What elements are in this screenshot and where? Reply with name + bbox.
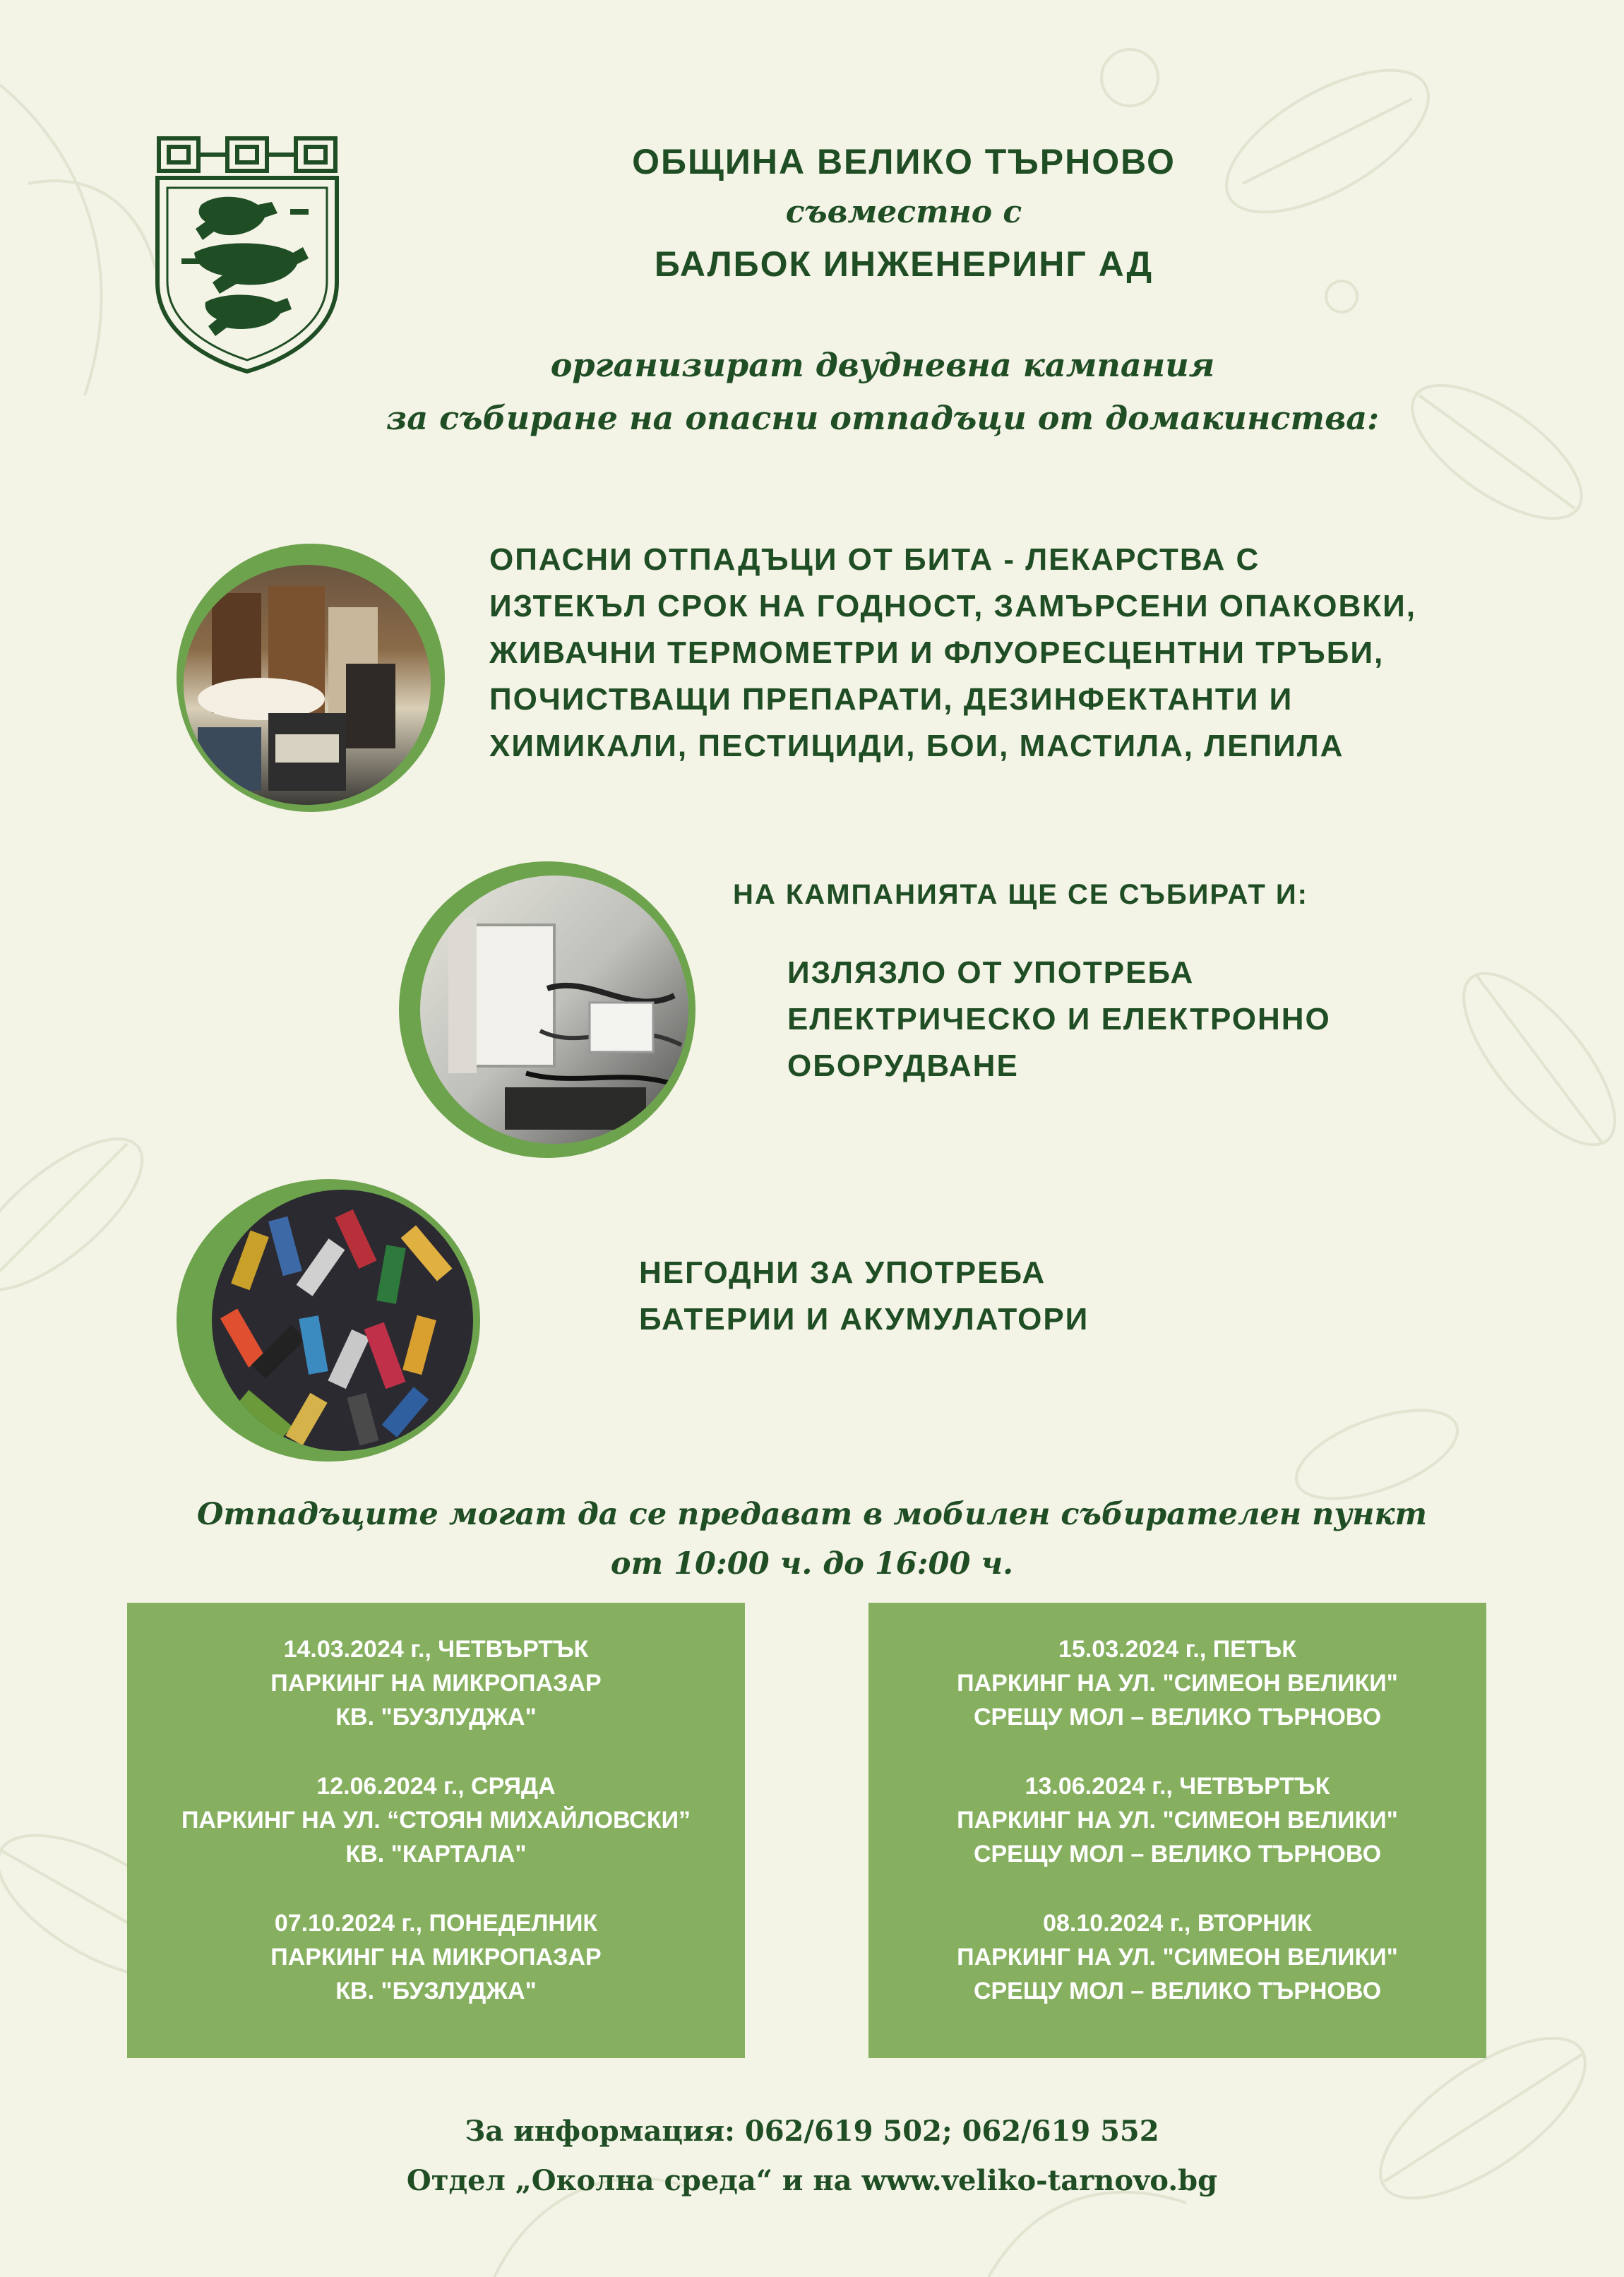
hazard-line-3: ЖИВАЧНИ ТЕРМОМЕТРИ И ФЛУОРЕСЦЕНТНИ ТРЪБИ, xyxy=(489,635,1385,670)
schedule-date: 15.03.2024 г., ПЕТЪК xyxy=(1058,1636,1296,1663)
schedule-area: СРЕЩУ МОЛ – ВЕЛИКО ТЪРНОВО xyxy=(973,1978,1382,2004)
schedule-entry xyxy=(868,1632,1486,1734)
schedule-place: ПАРКИНГ НА УЛ. "СИМЕОН ВЕЛИКИ" xyxy=(957,1670,1398,1697)
batteries-line-1: НЕГОДНИ ЗА УПОТРЕБА xyxy=(639,1255,1046,1290)
hazard-line-5: ХИМИКАЛИ, ПЕСТИЦИДИ, БОИ, МАСТИЛА, ЛЕПИЛА xyxy=(489,729,1344,763)
schedule-entry xyxy=(868,1906,1486,2008)
partner-title: БАЛБОК ИНЖЕНЕРИНГ АД xyxy=(654,244,1154,284)
schedule-date: 13.06.2024 г., ЧЕТВЪРТЪК xyxy=(1025,1773,1330,1800)
hazardous-waste-photo xyxy=(177,544,445,812)
collection-point-text: Отпадъците могат да се предават в мобилен събирателен пункт xyxy=(196,1497,1428,1532)
campaign-line-1: организират двудневна кампания xyxy=(550,346,1215,384)
department-info: Отдел „Околна среда“ и на www.veliko-tarnovo.bg xyxy=(406,2164,1218,2197)
electronics-line-2: ЕЛЕКТРИЧЕСКО И ЕЛЕКТРОННО xyxy=(787,1002,1331,1036)
organization-title: ОБЩИНА ВЕЛИКО ТЪРНОВО xyxy=(632,142,1176,181)
hazard-line-1: ОПАСНИ ОТПАДЪЦИ ОТ БИТА - ЛЕКАРСТВА С xyxy=(489,542,1260,577)
schedule-entry xyxy=(127,1769,745,1871)
schedule-area: КВ. "КАРТАЛА" xyxy=(345,1841,527,1867)
batteries-line-2: БАТЕРИИ И АКУМУЛАТОРИ xyxy=(639,1302,1089,1337)
contact-info: За информация: 062/619 502; 062/619 552 xyxy=(465,2115,1159,2148)
coat-of-arms-logo xyxy=(152,134,342,374)
hazard-line-2: ИЗТЕКЪЛ СРОК НА ГОДНОСТ, ЗАМЪРСЕНИ ОПАКОВКИ, xyxy=(489,589,1416,623)
electronics-intro: НА КАМПАНИЯТА ЩЕ СЕ СЪБИРАТ И: xyxy=(733,879,1308,910)
schedule-entry xyxy=(868,1769,1486,1871)
electronics-description xyxy=(787,950,1331,1089)
electronics-line-3: ОБОРУДВАНЕ xyxy=(787,1048,1019,1083)
schedule-entry xyxy=(127,1632,745,1734)
electronics-photo xyxy=(399,861,695,1158)
schedule-area: КВ. "БУЗЛУДЖА" xyxy=(335,1978,537,2004)
schedule-date: 08.10.2024 г., ВТОРНИК xyxy=(1043,1910,1312,1937)
schedule-area: КВ. "БУЗЛУДЖА" xyxy=(335,1704,537,1731)
batteries-description xyxy=(639,1250,1089,1343)
schedule-place: ПАРКИНГ НА МИКРОПАЗАР xyxy=(270,1670,602,1697)
schedule-place: ПАРКИНГ НА УЛ. "СИМЕОН ВЕЛИКИ" xyxy=(957,1807,1398,1834)
campaign-line-2: за събиране на опасни отпадъци от домакинства: xyxy=(386,399,1380,437)
schedule-date: 14.03.2024 г., ЧЕТВЪРТЪК xyxy=(283,1636,589,1663)
schedule-box-left xyxy=(127,1603,745,2058)
schedule-date: 12.06.2024 г., СРЯДА xyxy=(316,1773,556,1800)
collection-hours-text: от 10:00 ч. до 16:00 ч. xyxy=(610,1546,1014,1582)
hazard-line-4: ПОЧИСТВАЩИ ПРЕПАРАТИ, ДЕЗИНФЕКТАНТИ И xyxy=(489,682,1294,717)
schedule-area: СРЕЩУ МОЛ – ВЕЛИКО ТЪРНОВО xyxy=(973,1704,1382,1731)
schedule-entry xyxy=(127,1906,745,2008)
hazardous-waste-description xyxy=(489,537,1591,770)
schedule-box-right xyxy=(868,1603,1486,2058)
batteries-photo xyxy=(177,1179,480,1462)
jointly-text: съвместно с xyxy=(785,194,1022,230)
schedule-area: СРЕЩУ МОЛ – ВЕЛИКО ТЪРНОВО xyxy=(973,1841,1382,1867)
electronics-line-1: ИЗЛЯЗЛО ОТ УПОТРЕБА xyxy=(787,955,1195,990)
schedule-place: ПАРКИНГ НА УЛ. “СТОЯН МИХАЙЛОВСКИ” xyxy=(181,1807,691,1834)
schedule-date: 07.10.2024 г., ПОНЕДЕЛНИК xyxy=(274,1910,598,1937)
schedule-place: ПАРКИНГ НА МИКРОПАЗАР xyxy=(270,1944,602,1971)
schedule-place: ПАРКИНГ НА УЛ. "СИМЕОН ВЕЛИКИ" xyxy=(957,1944,1398,1971)
